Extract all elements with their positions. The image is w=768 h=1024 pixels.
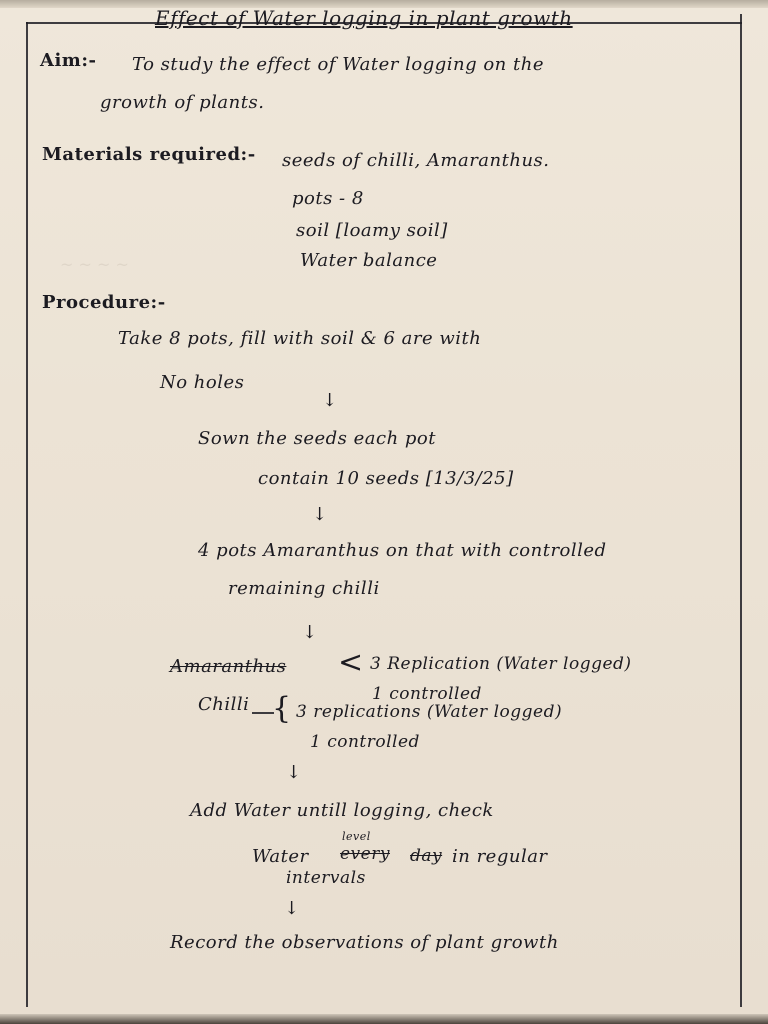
page-title: Effect of Water logging in plant growth <box>155 6 573 30</box>
amaranthus-controlled: 1 controlled <box>372 684 482 704</box>
branch-brace-icon: < <box>338 645 364 680</box>
bleed-through: ~ ~ ~ ~ <box>60 255 129 274</box>
procedure-step-5-water: Water <box>252 846 309 867</box>
flow-arrow-icon: ↓ <box>284 898 300 919</box>
procedure-label: Procedure:- <box>42 292 166 313</box>
material-item: pots - 8 <box>292 188 364 209</box>
aim-text-line-2: growth of plants. <box>100 92 265 113</box>
procedure-step-5-line-2: in regular <box>452 846 548 867</box>
chilli-replication: 3 replications (Water logged) <box>296 702 563 722</box>
right-margin-line <box>740 14 742 1007</box>
procedure-step-1-line-2: No holes <box>160 372 245 393</box>
flow-arrow-icon: ↓ <box>322 390 338 411</box>
procedure-step-2-line-1: Sown the seeds each pot <box>198 428 436 449</box>
procedure-step-5-line-1: Add Water untill logging, check <box>190 800 494 821</box>
procedure-step-1-line-1: Take 8 pots, fill with soil & 6 are with <box>118 328 482 349</box>
amaranthus-label: Amaranthus <box>170 656 287 677</box>
branch-connector <box>252 712 274 714</box>
chilli-controlled: 1 controlled <box>310 732 420 752</box>
chilli-label: Chilli <box>198 694 250 715</box>
flow-arrow-icon: ↓ <box>302 622 318 643</box>
material-item: seeds of chilli, Amaranthus. <box>282 150 550 171</box>
branch-brace-icon: { <box>272 691 292 726</box>
procedure-step-5-struck-word: every <box>340 844 390 864</box>
aim-text-line-1: To study the effect of Water logging on the <box>132 54 544 75</box>
page-bottom-edge <box>0 1014 768 1024</box>
procedure-step-5-struck-word: day <box>410 846 443 866</box>
procedure-step-3-line-1: 4 pots Amaranthus on that with controlled <box>198 540 607 561</box>
aim-label: Aim:- <box>40 50 97 71</box>
material-item: Water balance <box>300 250 438 271</box>
procedure-step-2-line-2: contain 10 seeds [13/3/25] <box>258 468 514 489</box>
procedure-step-5-insertion: level <box>342 830 371 843</box>
amaranthus-replication: 3 Replication (Water logged) <box>370 654 632 674</box>
procedure-step-3-line-2: remaining chilli <box>228 578 380 599</box>
material-item: soil [loamy soil] <box>296 220 448 241</box>
procedure-step-6: Record the observations of plant growth <box>170 932 559 953</box>
flow-arrow-icon: ↓ <box>286 762 302 783</box>
procedure-step-5-line-3: intervals <box>286 868 366 888</box>
left-margin-line <box>26 22 28 1007</box>
flow-arrow-icon: ↓ <box>312 504 328 525</box>
materials-label: Materials required:- <box>42 144 256 165</box>
